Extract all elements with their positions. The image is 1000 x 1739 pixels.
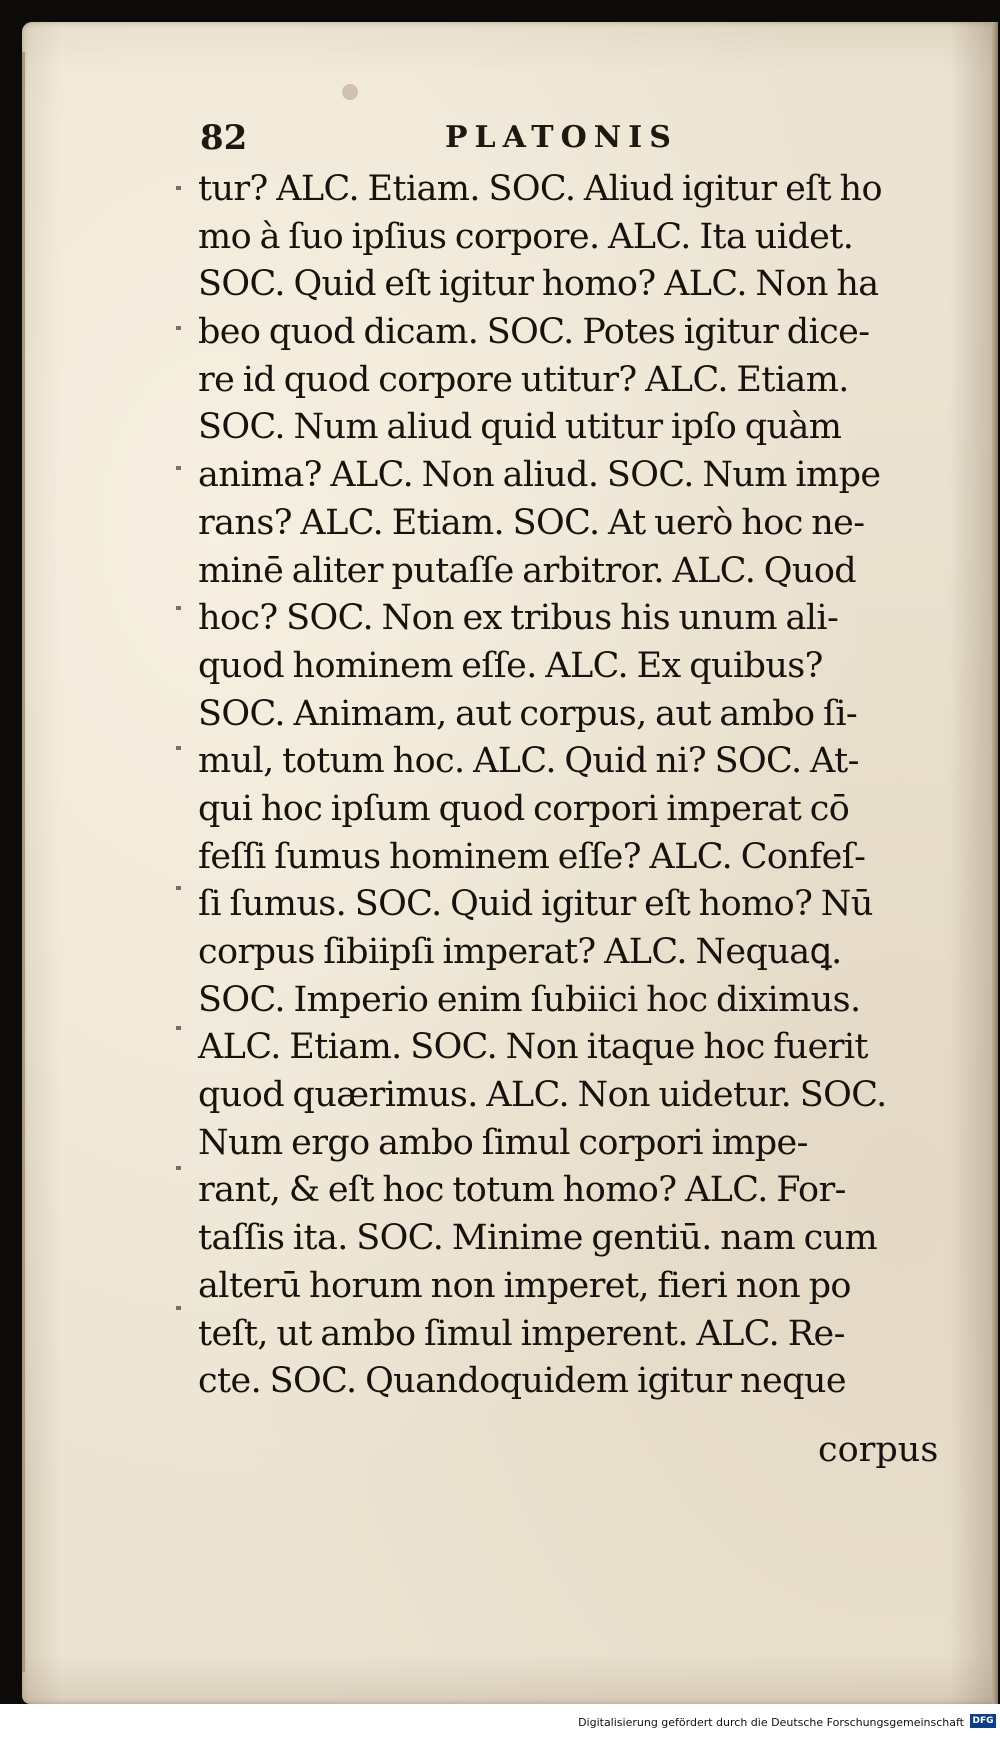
text-line: mo à ſuo ipſius corpore. ALC. Ita uidet. [198,216,854,257]
text-line: mul, totum hoc. ALC. Quid ni? SOC. At- [198,741,859,782]
page-body-text [198,166,946,1406]
text-line: cte. SOC. Quandoquidem igitur neque [198,1361,846,1402]
margin-mark [176,886,181,890]
margin-mark [176,1306,181,1310]
margin-mark [176,1026,181,1030]
text-line: rans? ALC. Etiam. SOC. At uerò hoc ne- [198,502,865,543]
text-line: re id quod corpore utitur? ALC. Etiam. [198,359,849,400]
page-header [200,118,760,168]
page-fore-edge [992,22,998,1704]
text-line: rant, & eſt hoc totum homo? ALC. For- [198,1170,846,1211]
text-line: beo quod dicam. SOC. Potes igitur dice- [198,312,870,353]
text-line: feſſi ſumus hominem eſſe? ALC. Confeſ- [198,836,866,877]
margin-marks [176,176,194,1426]
text-line: tur? ALC. Etiam. SOC. Aliud igitur eſt ho [198,169,882,209]
text-line: Num ergo ambo ſimul corpori impe- [198,1122,808,1163]
text-line: SOC. Quid eſt igitur homo? ALC. Non ha [198,264,879,305]
dfg-logo: DFG [970,1714,996,1728]
margin-mark [176,606,181,610]
text-line: quod hominem eſſe. ALC. Ex quibus? [198,645,823,686]
margin-mark [176,326,181,330]
margin-mark [176,466,181,470]
text-line: minē aliter putaſſe arbitror. ALC. Quod [198,550,857,591]
running-title: PLATONIS [445,120,678,155]
text-line: taſſis ita. SOC. Minime gentiū. nam cum [198,1218,878,1259]
digitization-footer [0,1704,1000,1739]
text-line: SOC. Imperio enim ſubiici hoc diximus. [198,979,861,1020]
text-line: alterū horum non imperet, fieri non po [198,1265,851,1306]
text-line: quod quærimus. ALC. Non uidetur. SOC. [198,1075,887,1116]
margin-mark [176,186,181,190]
text-line: anima? ALC. Non aliud. SOC. Num impe [198,455,881,496]
funding-credit: Digitalisierung gefördert durch die Deutsche Forschungsgemeinschaft [578,1716,964,1729]
margin-mark [176,746,181,750]
catchword: corpus [818,1430,939,1470]
text-line: qui hoc ipſum quod corpori imperat cō [198,788,850,829]
margin-mark [176,1166,181,1170]
text-line: teſt, ut ambo ſimul imperent. ALC. Re- [198,1313,845,1354]
page-number: 82 [200,118,248,158]
paper-stain [342,84,358,100]
text-line: corpus ſibiipſi imperat? ALC. Nequaꝗ. [198,932,842,972]
text-line: SOC. Num aliud quid utitur ipſo quàm [198,407,842,448]
text-line: hoc? SOC. Non ex tribus his unum ali- [198,598,839,639]
text-line: ſi ſumus. SOC. Quid igitur eſt homo? Nū [198,884,873,925]
page-left-edge [22,52,25,1672]
text-line: SOC. Animam, aut corpus, aut ambo ſi- [198,693,858,734]
text-line: ALC. Etiam. SOC. Non itaque hoc fuerit [198,1027,868,1068]
